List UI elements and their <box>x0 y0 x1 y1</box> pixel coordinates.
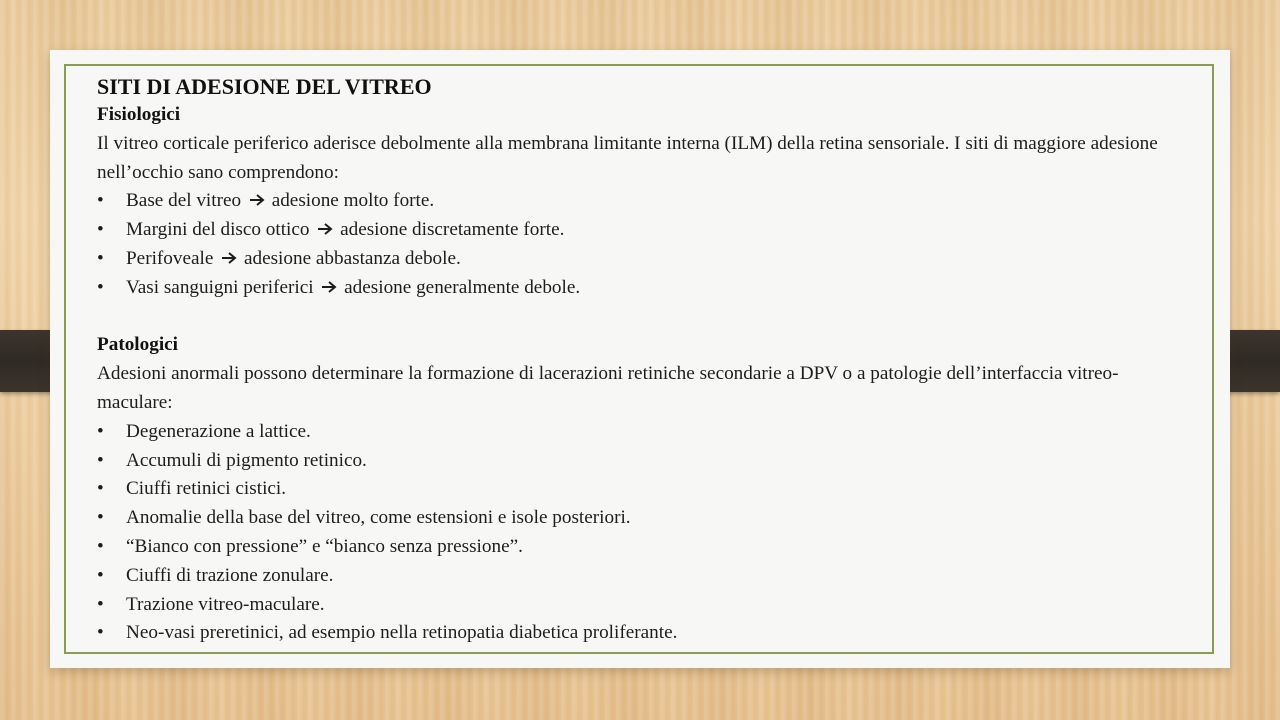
list-item <box>97 475 1187 504</box>
bullet-text: “Bianco con pressione” e “bianco senza pressione”. <box>126 535 523 557</box>
bullet-desc: adesione generalmente debole. <box>344 276 581 298</box>
bullet-dot: • <box>97 190 104 212</box>
right-arrow-icon <box>321 280 337 294</box>
bullet-term: Base del vitreo <box>126 190 242 212</box>
right-arrow-icon <box>317 222 333 236</box>
list-item <box>97 562 1187 591</box>
list-item <box>97 591 1187 620</box>
section-heading-fisiologici: Fisiologici <box>97 104 181 125</box>
list-item <box>97 447 1187 476</box>
bullet-text: Anomalie della base del vitreo, come estensioni e isole posteriori. <box>126 507 631 529</box>
bullet-list-fisiologici <box>97 187 1187 302</box>
slide-content <box>97 73 1187 648</box>
section-heading-patologici: Patologici <box>97 334 178 356</box>
bullet-text: Degenerazione a lattice. <box>126 420 311 442</box>
list-item <box>97 187 1187 216</box>
bullet-dot: • <box>97 276 104 298</box>
binder-clip-left <box>0 330 56 392</box>
bullet-desc: adesione abbastanza debole. <box>243 247 461 269</box>
bullet-dot: • <box>97 247 104 269</box>
bullet-dot: • <box>97 219 104 241</box>
bullet-dot: • <box>97 593 104 615</box>
section-intro-fisiologici: Il vitreo corticale periferico aderisce debolmente alla membrana limitante interna (ILM) della retina sensoriale. I siti di maggiore adesione nell’occhio sano comprendono: <box>97 132 1158 183</box>
bullet-desc: adesione discretamente forte. <box>340 219 565 241</box>
bullet-dot: • <box>97 449 104 471</box>
bullet-dot: • <box>97 478 104 500</box>
list-item <box>97 274 1187 303</box>
bullet-text: Neo-vasi preretinici, ad esempio nella retinopatia diabetica proliferante. <box>126 622 678 644</box>
right-arrow-icon <box>249 193 265 207</box>
right-arrow-icon <box>221 251 237 265</box>
bullet-dot: • <box>97 622 104 644</box>
bullet-dot: • <box>97 420 104 442</box>
bullet-text: Ciuffi retinici cistici. <box>126 478 287 500</box>
bullet-term: Margini del disco ottico <box>126 219 310 241</box>
list-item <box>97 619 1187 648</box>
bullet-term: Vasi sanguigni periferici <box>126 276 314 298</box>
slide-title: SITI DI ADESIONE DEL VITREO <box>97 74 432 99</box>
list-item <box>97 418 1187 447</box>
list-item <box>97 533 1187 562</box>
list-item <box>97 504 1187 533</box>
bullet-list-patologici <box>97 418 1187 648</box>
bullet-desc: adesione molto forte. <box>271 190 435 212</box>
bullet-dot: • <box>97 507 104 529</box>
list-item <box>97 216 1187 245</box>
section-spacer <box>97 303 1187 332</box>
bullet-term: Perifoveale <box>126 247 214 269</box>
section-intro-patologici: Adesioni anormali possono determinare la formazione di lacerazioni retiniche secondarie a DPV o a patologie dell’interfaccia vitreo-maculare: <box>97 363 1119 413</box>
bullet-text: Ciuffi di trazione zonulare. <box>126 564 334 586</box>
list-item <box>97 245 1187 274</box>
bullet-text: Trazione vitreo-maculare. <box>126 593 325 615</box>
bullet-dot: • <box>97 535 104 557</box>
bullet-dot: • <box>97 564 104 586</box>
slide-paper <box>50 50 1230 668</box>
bullet-text: Accumuli di pigmento retinico. <box>126 449 367 471</box>
